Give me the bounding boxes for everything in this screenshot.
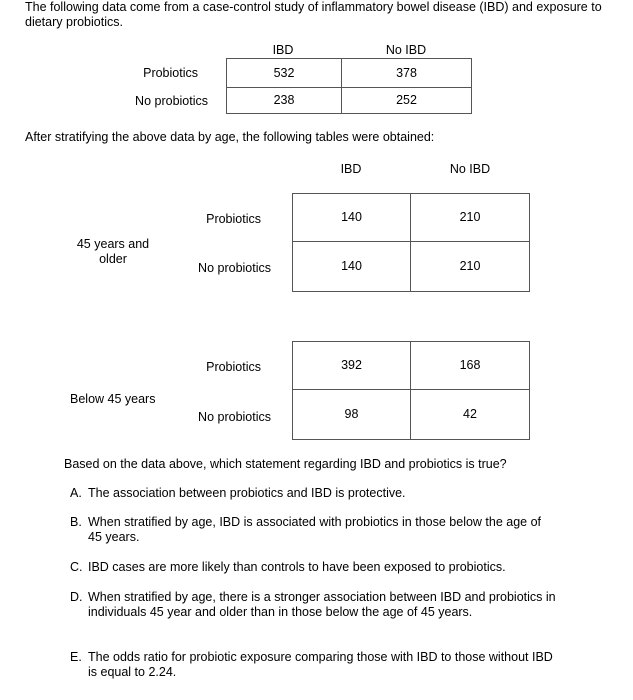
option-text: IBD cases are more likely than controls to have been exposed to probiotics. [88,560,506,574]
stratum1-table [292,193,530,292]
stratum2-cell: 42 [411,390,530,440]
stratum1-row-label-no-probiotics: No probiotics [198,261,271,275]
table1-header-ibd: IBD [272,43,294,57]
option-text: When stratified by age, there is a stronger association between IBD and probiotics in individuals 45 year and older than in those below the age of 45 years. [88,590,556,619]
stratum2-label: Below 45 years [70,392,156,406]
table1-cell: 378 [342,59,472,88]
stratum1-label: 45 years and older [76,237,150,266]
table1-cell: 252 [342,88,472,114]
stratum2-row-label-probiotics: Probiotics [206,360,261,374]
option-text: The association between probiotics and IBD is protective. [88,486,406,500]
option-letter: C. [70,560,83,574]
table1 [226,58,472,114]
stratify-text: After stratifying the above data by age, the following tables were obtained: [25,130,435,144]
stratum2-row-label-no-probiotics: No probiotics [198,410,271,424]
table1-row-label-no-probiotics: No probiotics [135,94,208,108]
stratum1-cell: 140 [293,242,411,292]
table1-header-no-ibd: No IBD [385,43,427,57]
stratum2-table [292,341,530,440]
option-letter: B. [70,515,82,529]
intro-text: The following data come from a case-control study of inflammatory bowel disease (IBD) and exposure to dietary probiotics. [25,0,602,29]
table1-cell: 238 [227,88,342,114]
table1-row-label-probiotics: Probiotics [143,66,198,80]
stratum2-cell: 98 [293,390,411,440]
option-text: When stratified by age, IBD is associated with probiotics in those below the age of 45 years. [88,515,542,544]
table1-cell: 532 [227,59,342,88]
stratum2-cell: 168 [411,342,530,390]
strat-header-ibd: IBD [340,162,362,176]
option-letter: E. [70,650,82,664]
option-letter: A. [70,486,82,500]
stratum1-cell: 210 [411,242,530,292]
question-text: Based on the data above, which statement regarding IBD and probiotics is true? [64,457,507,471]
option-letter: D. [70,590,83,604]
option-text: The odds ratio for probiotic exposure comparing those with IBD to those without IBD is equal to 2.24. [88,650,553,679]
strat-header-no-ibd: No IBD [449,162,491,176]
stratum1-cell: 210 [411,194,530,242]
stratum1-row-label-probiotics: Probiotics [206,212,261,226]
stratum2-cell: 392 [293,342,411,390]
stratum1-cell: 140 [293,194,411,242]
